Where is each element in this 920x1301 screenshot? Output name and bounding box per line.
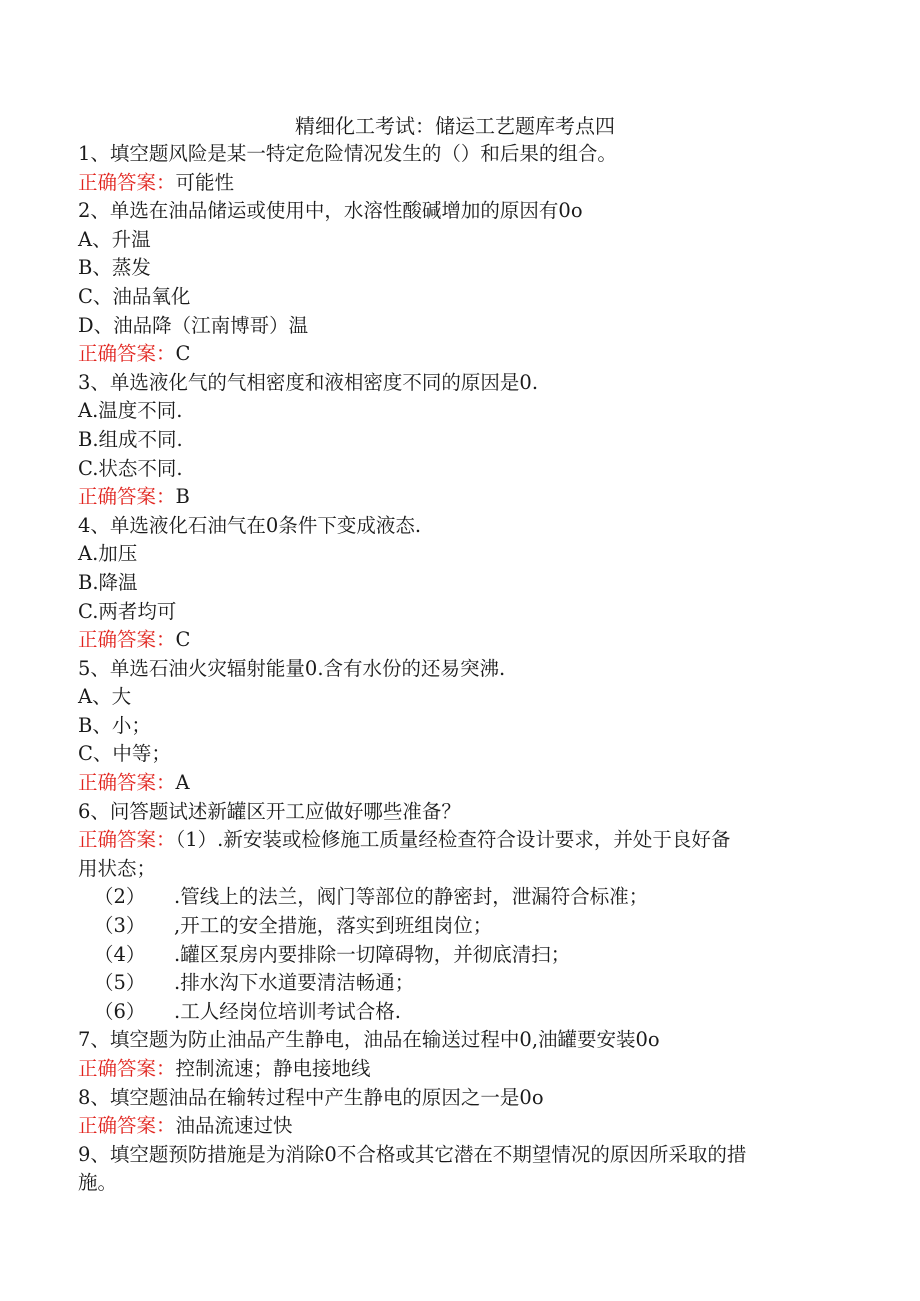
option: A、大 — [78, 685, 132, 709]
answer-line — [78, 483, 838, 512]
sub-item-number: （2） — [94, 885, 146, 909]
option: C、油品氧化 — [78, 284, 191, 308]
option: C.状态不同. — [78, 456, 183, 480]
option: B.组成不同. — [78, 427, 183, 451]
option: A.温度不同. — [78, 399, 183, 423]
option: B.降温 — [78, 570, 138, 594]
option: A.加压 — [78, 542, 138, 566]
question-stem: 5、单选石油火灾辐射能量0.含有水份的还易突沸. — [78, 656, 506, 680]
question-stem: 1、填空题风险是某一特定危险情况发生的（）和后果的组合。 — [78, 142, 617, 165]
option: A、升温 — [78, 227, 151, 251]
answer-value: C — [175, 342, 191, 366]
answer-label: 正确答案： — [78, 628, 176, 652]
question-stem: 2、单选在油品储运或使用中，水溶性酸碱增加的原因有0o — [78, 199, 583, 223]
answer-line — [78, 626, 838, 655]
question-stem: 3、单选液化气的气相密度和液相密度不同的原因是0. — [78, 370, 539, 394]
answer-sub-item — [78, 941, 838, 970]
sub-item-text: .排水沟下水道要清洁畅通； — [174, 971, 415, 995]
question-stem: 7、填空题为防止油品产生静电，油品在输送过程中0,油罐要安装0o — [78, 1028, 660, 1052]
option: C、中等； — [78, 742, 171, 766]
answer-label: 正确答案： — [78, 342, 176, 366]
option: C.两者均可 — [78, 599, 177, 623]
option: B、蒸发 — [78, 256, 151, 280]
answer-value: 油品流速过快 — [175, 1114, 293, 1138]
question-stem: 6、问答题试述新罐区开工应做好哪些准备？ — [78, 799, 461, 823]
answer-sub-item — [78, 969, 838, 998]
answer-continuation: 用状态； — [78, 856, 157, 880]
answer-sub-item — [78, 883, 838, 912]
document-title: 精细化工考试：储运工艺题库考点四 — [295, 114, 615, 138]
sub-item-number: （3） — [94, 914, 146, 938]
answer-value: C — [175, 628, 191, 652]
question-stem-continuation: 施。 — [78, 1171, 118, 1195]
answer-sub-item — [78, 912, 838, 941]
answer-line — [78, 340, 838, 369]
answer-value: （1）.新安装或检修施工质量经检查符合设计要求，并处于良好备 — [175, 828, 731, 852]
sub-item-text: .管线上的法兰，阀门等部位的静密封，泄漏符合标准； — [174, 885, 649, 909]
question-stem: 9、填空题预防措施是为消除0不合格或其它潜在不期望情况的原因所采取的措 — [78, 1142, 747, 1166]
sub-item-text: .工人经岗位培训考试合格. — [174, 999, 401, 1023]
answer-line — [78, 1112, 838, 1141]
answer-line — [78, 1055, 838, 1084]
answer-label: 正确答案： — [78, 485, 176, 509]
sub-item-number: （6） — [94, 999, 146, 1023]
question-list — [78, 140, 838, 1198]
answer-value: 可能性 — [175, 170, 235, 194]
answer-line — [78, 826, 838, 855]
sub-item-number: （5） — [94, 971, 146, 995]
sub-item-text: ,开工的安全措施，落实到班组岗位； — [174, 914, 493, 938]
sub-item-text: .罐区泵房内要排除一切障碍物，并彻底清扫； — [174, 942, 571, 966]
answer-sub-item — [78, 998, 838, 1027]
answer-value: B — [175, 485, 190, 509]
answer-value: 控制流速；静电接地线 — [175, 1057, 371, 1080]
question-stem: 8、填空题油品在输转过程中产生静电的原因之一是0o — [78, 1085, 544, 1109]
answer-label: 正确答案： — [78, 1057, 176, 1080]
answer-line — [78, 169, 838, 198]
option: B、小； — [78, 713, 151, 737]
answer-label: 正确答案： — [78, 828, 176, 852]
answer-value: A — [175, 771, 190, 795]
answer-label: 正确答案： — [78, 170, 176, 194]
sub-item-number: （4） — [94, 942, 146, 966]
answer-line — [78, 769, 838, 798]
answer-label: 正确答案： — [78, 771, 176, 795]
question-stem: 4、单选液化石油气在0条件下变成液态. — [78, 513, 422, 537]
option: D、油品降（江南博哥）温 — [78, 313, 309, 337]
answer-label: 正确答案： — [78, 1114, 176, 1138]
